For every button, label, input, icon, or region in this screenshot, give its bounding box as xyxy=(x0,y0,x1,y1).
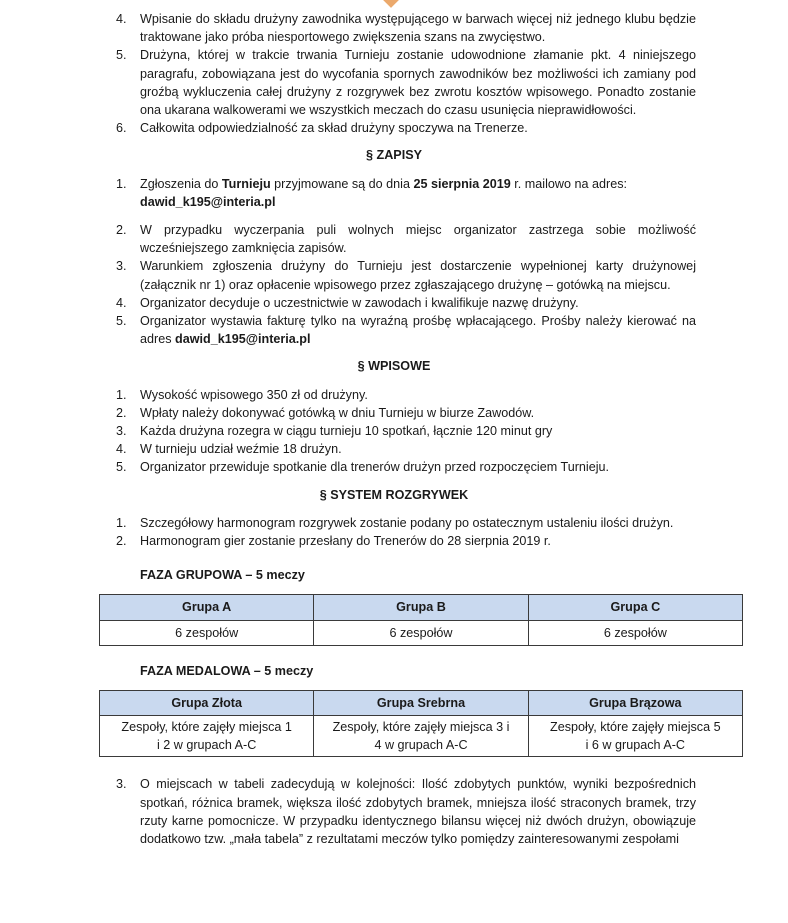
table-cell: 6 zespołów xyxy=(528,620,742,645)
spacer xyxy=(0,757,788,775)
list-item xyxy=(0,312,788,348)
list-item xyxy=(0,10,788,46)
system-list xyxy=(0,514,788,550)
item-text: Szczegółowy harmonogram rozgrywek zostanie podany po ostatecznym ustaleniu ilości drużyn. xyxy=(140,515,674,530)
item-text: Warunkiem zgłoszenia drużyny do Turnieju jest dostarczenie wypełnionej karty drużynowej (załącznik nr 1) oraz opłacenie wpisowego przez zgłaszającego drużynę – gotówką na miejscu. xyxy=(140,259,696,292)
table-cell: 6 zespołów xyxy=(100,620,314,645)
item-number: 5. xyxy=(116,48,127,63)
item-number: 6. xyxy=(116,121,127,136)
table-cell xyxy=(528,716,742,757)
list-item xyxy=(0,514,788,532)
item-text: Wpisanie do składu drużyny zawodnika występującego w barwach więcej niż jednego klubu będzie traktowane jako próba niesportowego zwiększenia szans na zwycięstwo. xyxy=(140,12,696,45)
item-text: O miejscach w tabeli zadecydują w kolejności: Ilość zdobytych punktów, wyniki bezpośrednich spotkań, różnica bramek, większa ilość zdobytych bramek, mniejsza ilość straconych bramek, trzy rzuty karne pomocnicze. W przypadku identycznego bilansu więcej niż dwóch drużyn, obowiązuje dodatkowo tzw. „mała tabela” z rezultatami meczów tylko pomiędzy zainteresowanymi zespołami xyxy=(140,777,696,846)
item-number: 1. xyxy=(116,387,127,402)
item-text: Zgłoszenia do xyxy=(140,176,222,191)
faza-medalowa-title: FAZA MEDALOWA – 5 meczy xyxy=(140,663,314,678)
section-heading-wpisowe: § WPISOWE xyxy=(357,359,431,374)
item-text: W turnieju udział weźmie 18 drużyn. xyxy=(140,442,342,457)
faza-grupowa-table xyxy=(99,594,743,645)
list-item xyxy=(0,422,788,440)
table-header: Grupa Złota xyxy=(100,691,314,716)
item-number: 4. xyxy=(116,442,127,457)
item-number: 4. xyxy=(116,12,127,26)
table-cell xyxy=(100,716,314,757)
cell-line: Zespoły, które zajęły miejsca 5 xyxy=(550,720,721,735)
item-text: Wysokość wpisowego 350 zł od drużyny. xyxy=(140,387,368,402)
list-item xyxy=(0,294,788,312)
table-cell xyxy=(314,716,528,757)
item-text: Każda drużyna rozegra w ciągu turnieju 10 spotkań, łącznie 120 minut gry xyxy=(140,424,553,439)
item-text: przyjmowane są do dnia xyxy=(270,176,414,191)
list-item xyxy=(0,257,788,293)
item-text: r. mailowo na adres: xyxy=(510,176,628,191)
cell-line: i 6 w grupach A-C xyxy=(585,738,686,753)
item-number: 2. xyxy=(116,405,127,420)
table-row xyxy=(100,620,743,645)
table-cell: 6 zespołów xyxy=(314,620,528,645)
table-header: Grupa Brązowa xyxy=(528,691,742,716)
item-number: 3. xyxy=(116,777,127,792)
document-page xyxy=(0,10,788,848)
list-item xyxy=(0,119,788,137)
faza-medalowa-table xyxy=(99,690,743,757)
list-item xyxy=(0,221,788,257)
list-item xyxy=(0,386,788,404)
item-number: 4. xyxy=(116,295,127,310)
item-text: Organizator decyduje o uczestnictwie w zawodach i kwalifikuje nazwę drużyny. xyxy=(140,295,579,310)
table-header: Grupa A xyxy=(100,595,314,620)
item-number: 2. xyxy=(116,223,127,238)
item-text: Harmonogram gier zostanie przesłany do Trenerów do 28 sierpnia 2019 r. xyxy=(140,534,551,549)
zapisy-list xyxy=(0,175,788,349)
deadline-date: 25 sierpnia 2019 xyxy=(413,176,511,191)
list-item xyxy=(0,458,788,476)
team-rules-list xyxy=(0,10,788,137)
ranking-rules-list xyxy=(0,775,788,848)
table-header: Grupa Srebrna xyxy=(314,691,528,716)
item-number: 1. xyxy=(116,515,127,530)
item-text: W przypadku wyczerpania puli wolnych miejsc organizator zastrzega sobie możliwość wcześniejszego zamknięcia zapisów. xyxy=(140,223,696,256)
email-address: dawid_k195@interia.pl xyxy=(140,194,276,209)
cell-line: Zespoły, które zajęły miejsca 3 i xyxy=(332,720,510,735)
item-number: 5. xyxy=(116,314,127,329)
item-number: 1. xyxy=(116,176,127,191)
list-item xyxy=(0,404,788,422)
item-text: Wpłaty należy dokonywać gotówką w dniu Turnieju w biurze Zawodów. xyxy=(140,405,535,420)
list-item xyxy=(0,175,788,211)
item-number: 3. xyxy=(116,424,127,439)
cell-line: 4 w grupach A-C xyxy=(374,738,468,753)
list-item xyxy=(0,440,788,458)
list-item xyxy=(0,775,788,848)
item-text-bold: Turnieju xyxy=(221,176,271,191)
cell-line: i 2 w grupach A-C xyxy=(156,738,257,753)
cell-line: Zespoły, które zajęły miejsca 1 xyxy=(121,720,292,735)
table-header-row xyxy=(100,595,743,620)
section-heading-zapisy: § ZAPISY xyxy=(366,148,422,163)
item-text: Drużyna, której w trakcie trwania Turnieju zostanie udowodnione złamanie pkt. 4 niniejszego paragrafu, zobowiązana jest do wycofania spornych zawodników bez możliwości ich zamiany pod groźbą wykluczenia całej drużyny z rozgrywek bez zwrotu kosztów wpisowego. Ponadto zostanie ona ukarana walkowerami we wszystkich meczach do czasu usunięcia nieprawidłowości. xyxy=(140,48,696,118)
item-text: Organizator wystawia fakturę tylko na wyraźną prośbę wpłacającego. Prośby należy kierować na adres xyxy=(140,314,696,347)
item-text: Organizator przewiduje spotkanie dla trenerów drużyn przed rozpoczęciem Turnieju. xyxy=(140,460,609,475)
logo-fragment xyxy=(381,0,401,8)
faza-grupowa-title: FAZA GRUPOWA – 5 meczy xyxy=(140,568,305,583)
table-header: Grupa B xyxy=(314,595,528,620)
item-number: 5. xyxy=(116,460,127,475)
list-item xyxy=(0,46,788,119)
table-row xyxy=(100,716,743,757)
item-number: 3. xyxy=(116,259,127,274)
spacer xyxy=(0,211,788,221)
table-header-row xyxy=(100,691,743,716)
email-address: dawid_k195@interia.pl xyxy=(175,332,311,347)
table-header: Grupa C xyxy=(528,595,742,620)
item-text: Całkowita odpowiedzialność za skład drużyny spoczywa na Trenerze. xyxy=(140,121,528,136)
item-number: 2. xyxy=(116,534,127,549)
section-heading-system: § SYSTEM ROZGRYWEK xyxy=(319,487,469,502)
wpisowe-list xyxy=(0,386,788,477)
list-item xyxy=(0,532,788,550)
